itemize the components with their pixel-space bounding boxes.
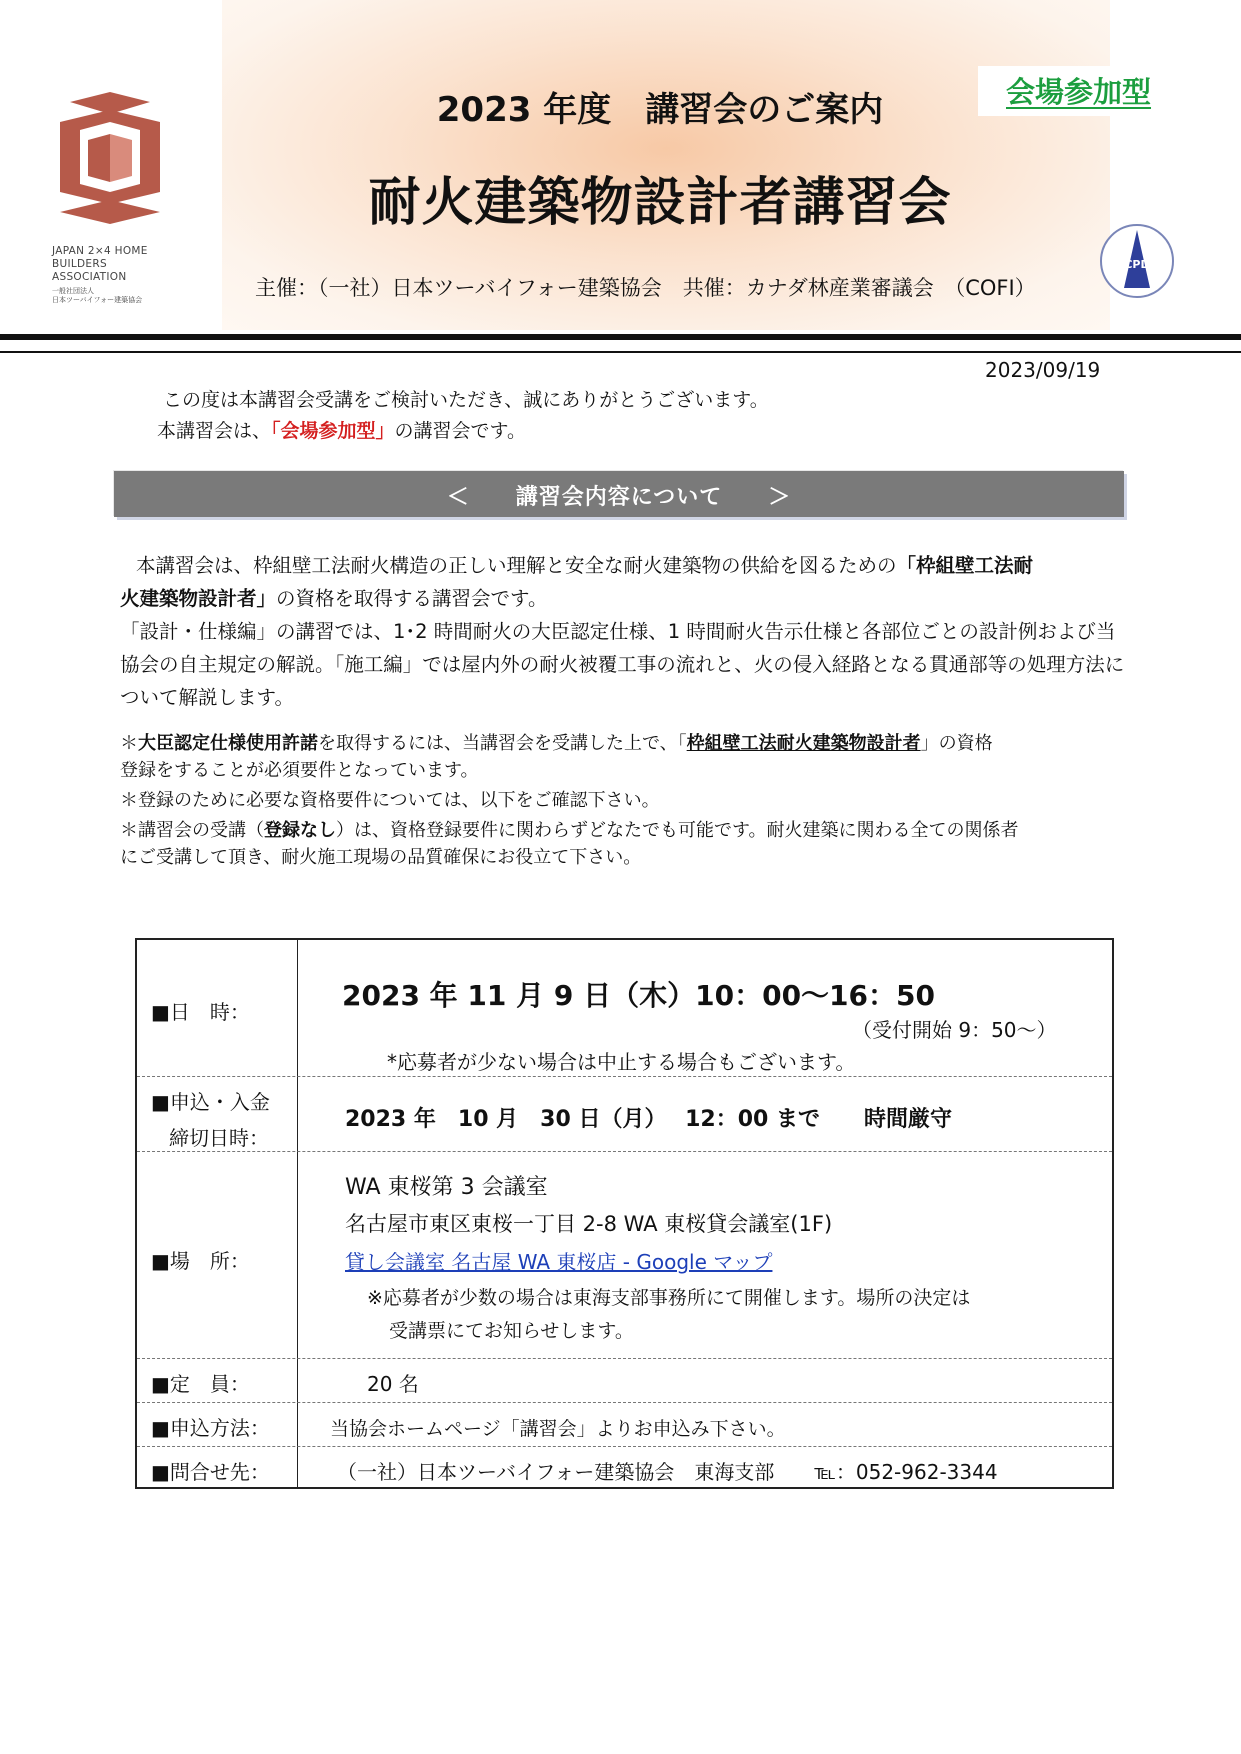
- description-paragraph-2: 「設計・仕様編」の講習では、1･2 時間耐火の大臣認定仕様、1 時間耐火告示仕様と各部位ごとの設計例および当協会の自主規定の解説。「施工編」では屋内外の耐火被覆工事の流れと、火の侵入経路となる貫通部等の処理方法について解説します。: [120, 620, 1125, 709]
- header-rule-thick: [0, 334, 1241, 340]
- venue-note: ※応募者が少数の場合は東海支部事務所にて開催します。場所の決定は: [367, 1287, 971, 1309]
- description-paragraph-1: 本講習会は、枠組壁工法耐火構造の正しい理解と安全な耐火建築物の供給を図るための「枠組壁工法耐 火建築物設計者」の資格を取得する講習会です。: [120, 554, 1034, 610]
- contact-label: ■問合せ先：: [151, 1460, 270, 1484]
- note-1: ＊大臣認定仕様使用許諾を取得するには、当講習会を受講した上で、「枠組壁工法耐火建築物設計者」の資格 登録をすることが必須要件となっています。: [120, 733, 993, 781]
- deadline-label: ■申込・入金: [151, 1090, 270, 1114]
- row-separator: [137, 1358, 1112, 1359]
- cancellation-note: *応募者が少ない場合は中止する場合もございます。: [387, 1050, 856, 1074]
- row-separator: [137, 1446, 1112, 1447]
- capacity-label: ■定 員：: [151, 1372, 250, 1396]
- datetime-label: ■日 時：: [151, 1000, 250, 1024]
- reception-time: （受付開始 9：50～）: [852, 1018, 1057, 1042]
- venue-name: WA 東桜第 3 会議室: [345, 1175, 548, 1200]
- logo-subtext: 一般社団法人 日本ツーバイフォー建築協会: [52, 287, 143, 304]
- svg-text:CPD: CPD: [1124, 258, 1150, 271]
- sponsor-line: 主催：（一社）日本ツーバイフォー建築協会 共催：カナダ林産業審議会 （COFI）: [255, 276, 1036, 300]
- intro-line-1: この度は本講習会受講をご検討いただき、誠にありがとうございます。: [163, 389, 769, 411]
- deadline-value: 2023 年 10 月 30 日（月） 12：00 まで 時間厳守: [345, 1107, 952, 1132]
- intro-line-2: 本講習会は、「会場参加型」の講習会です。: [157, 420, 527, 442]
- cpd-logo-icon: [1098, 222, 1176, 300]
- venue-note-2: 受講票にてお知らせします。: [389, 1320, 634, 1342]
- row-separator: [137, 1076, 1112, 1077]
- association-logo-icon: [50, 92, 170, 242]
- venue-address: 名古屋市東区東桜一丁目 2-8 WA 東桜貸会議室(1F): [345, 1212, 833, 1236]
- page-title: 耐火建築物設計者講習会: [368, 173, 952, 233]
- table-divider: [297, 940, 298, 1487]
- row-separator: [137, 1151, 1112, 1152]
- deadline-label-2: 締切日時：: [169, 1126, 269, 1150]
- contact-value: （一社）日本ツーバイフォー建築協会 東海支部 ℡：052-962-3344: [337, 1460, 998, 1484]
- section-header: ＜ 講習会内容について ＞: [114, 471, 1124, 517]
- event-details-table: [135, 938, 1114, 1489]
- note-3: ＊講習会の受講（登録なし）は、資格登録要件に関わらずどなたでも可能です。耐火建築に関わる全ての関係者 にご受講して頂き、耐火施工現場の品質確保にお役立て下さい。: [120, 820, 1019, 868]
- page-subtitle: 2023 年度 講習会のご案内: [436, 90, 884, 130]
- venue-type-badge: 会場参加型: [978, 66, 1176, 116]
- venue-map-link[interactable]: 貸し会議室 名古屋 WA 東桜店 - Google マップ: [345, 1250, 773, 1274]
- issue-date: 2023/09/19: [985, 358, 1101, 382]
- application-method-label: ■申込方法：: [151, 1416, 270, 1440]
- datetime-value: 2023 年 11 月 9 日（木）10：00～16：50: [342, 979, 935, 1012]
- note-2: ＊登録のために必要な資格要件については、以下をご確認下さい。: [120, 790, 660, 811]
- application-method-value: 当協会ホームページ「講習会」よりお申込み下さい。: [330, 1418, 786, 1440]
- logo-text: JAPAN 2×4 HOME BUILDERS ASSOCIATION: [52, 245, 148, 283]
- header-rule-thin: [0, 351, 1241, 353]
- capacity-value: 20 名: [367, 1372, 419, 1396]
- venue-label: ■場 所：: [151, 1249, 250, 1273]
- row-separator: [137, 1402, 1112, 1403]
